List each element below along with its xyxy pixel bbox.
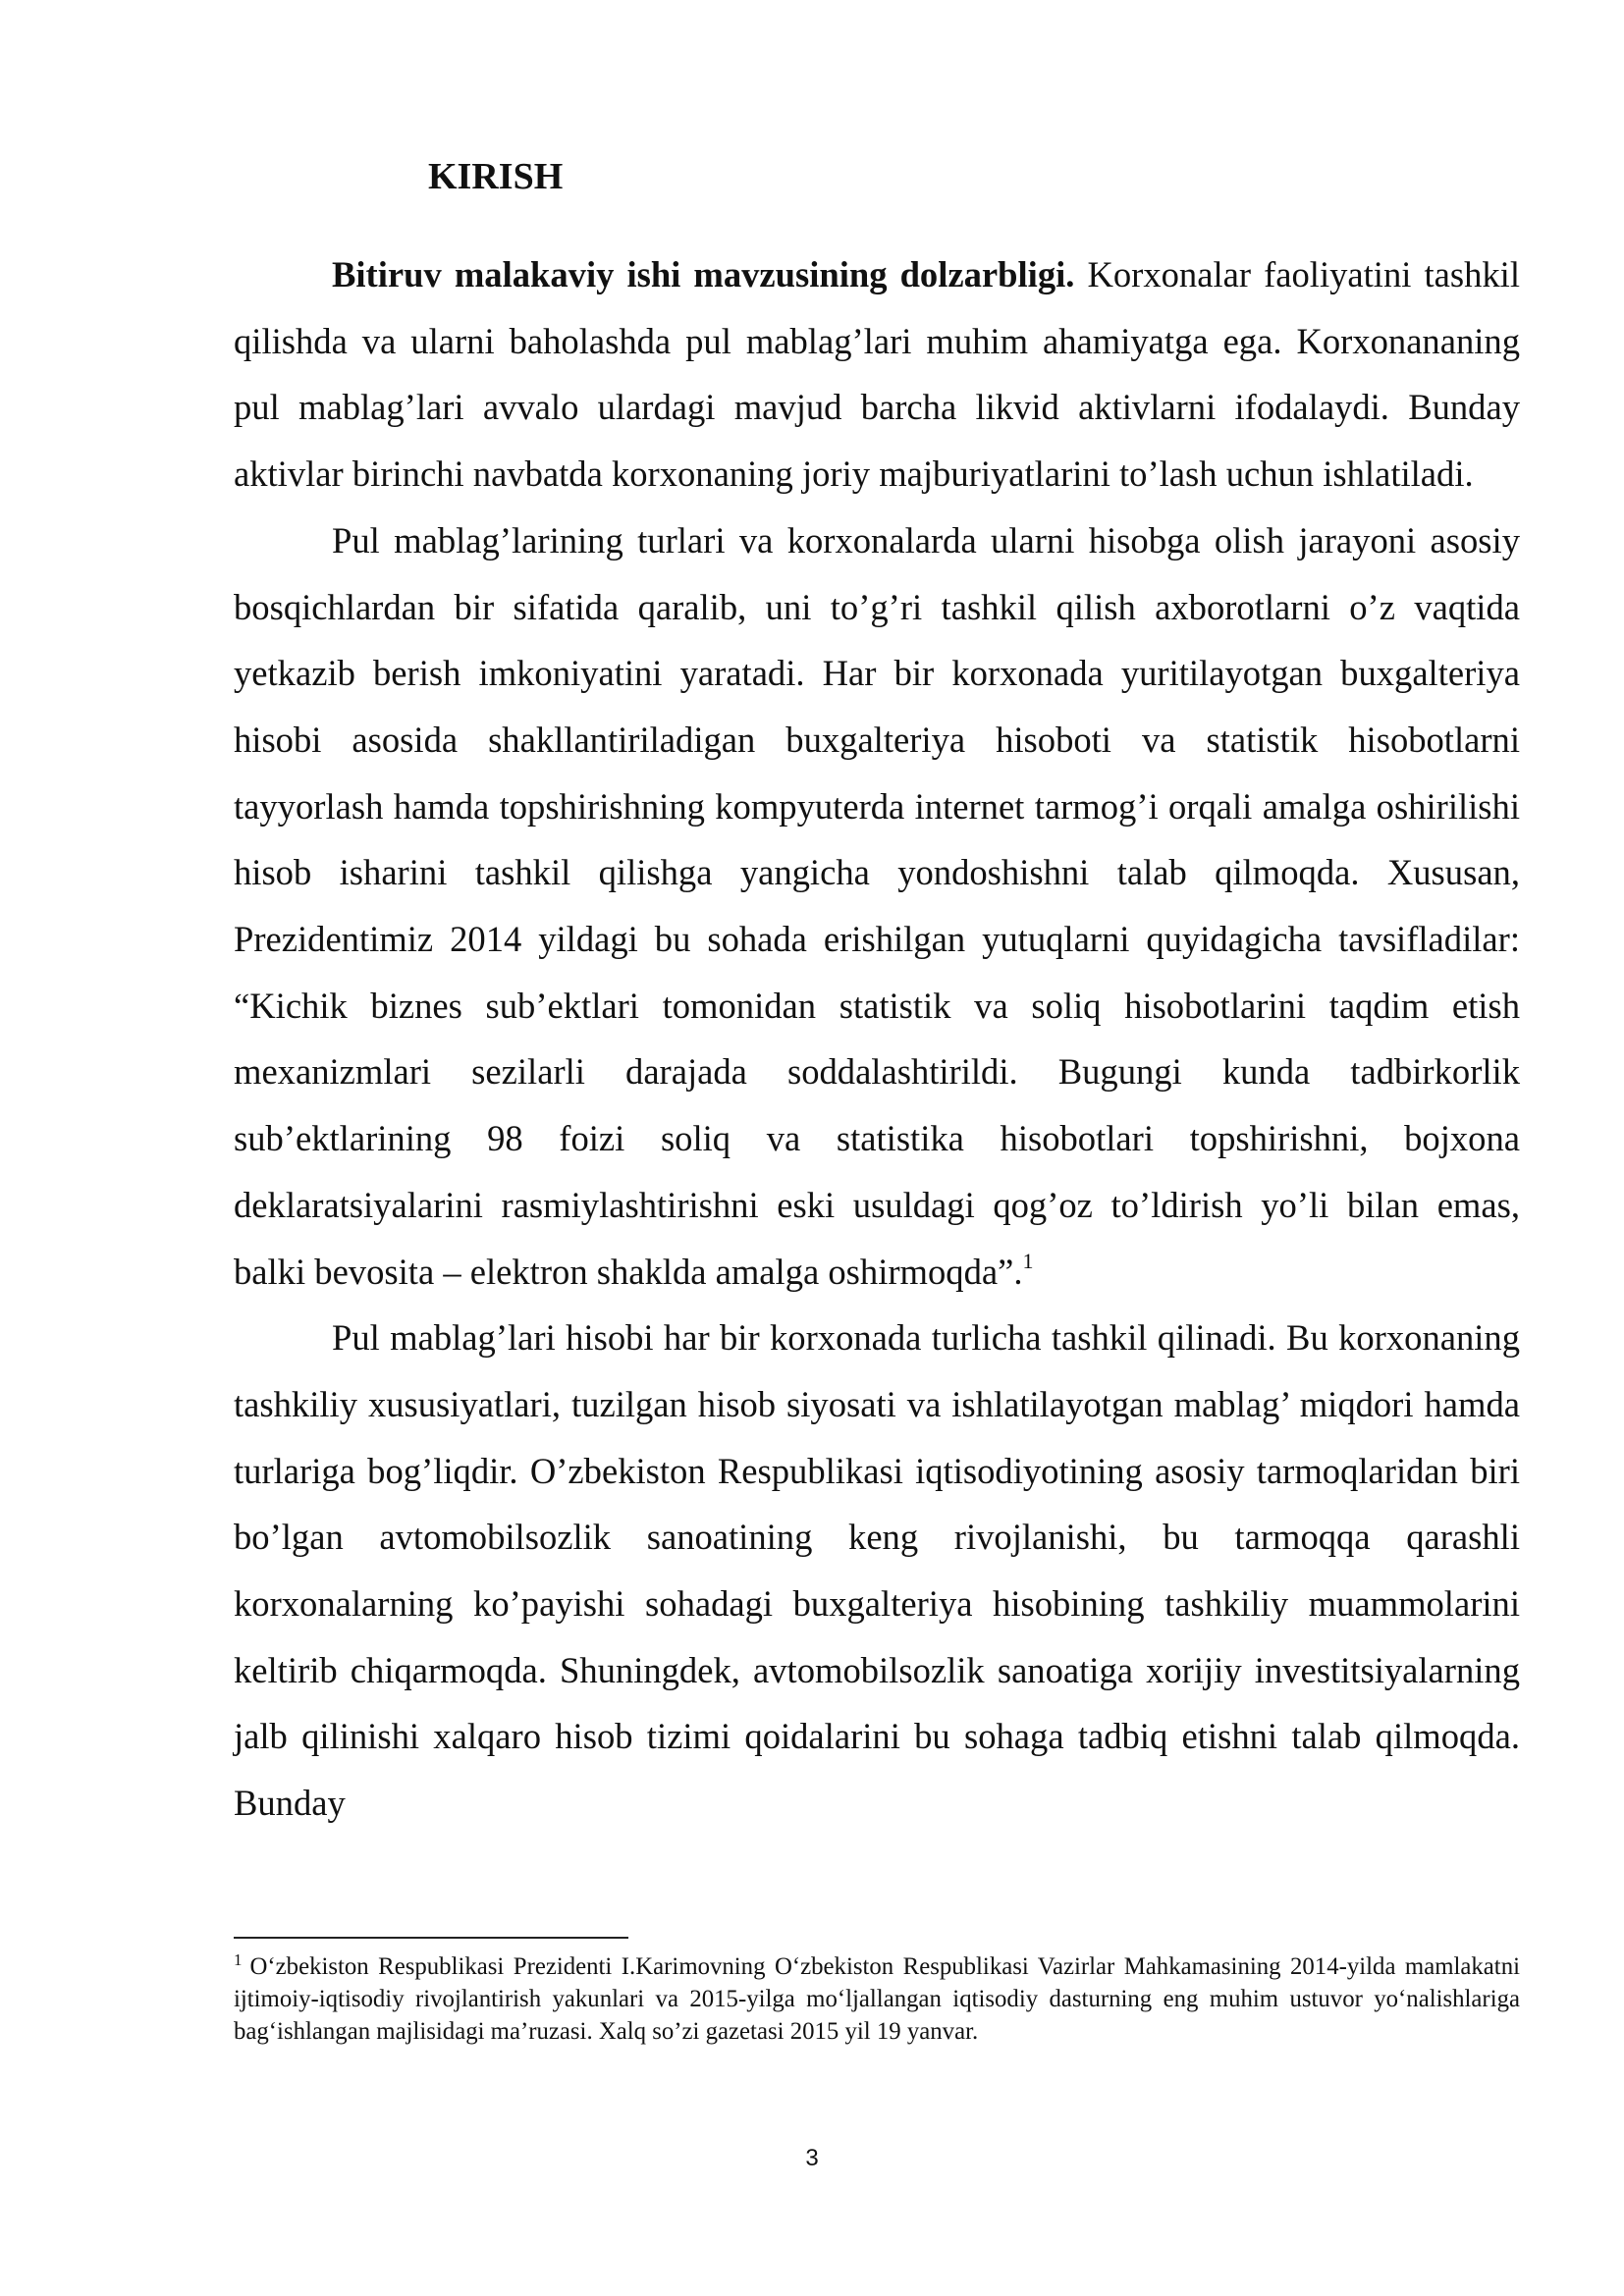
- paragraph-text: Pul mablag’lari hisobi har bir korxonada turlicha tashkil qilinadi. Bu korxonaning tashkiliy xususiyatlari, tuzilgan hisob siyosati va ishlatilayotgan mablag’ miqdori hamda turlariga bog’liqdir. O’zbekiston Respublikasi iqtisodiyotining asosiy tarmoqlaridan biri bo’lgan avtomobilsozlik sanoatining keng rivojlanishi, bu tarmoqqa qarashli korxonalarning ko’payishi sohadagi buxgalteriya hisobining tashkiliy muammolarini keltirib chiqarmoqda. Shuningdek, avtomobilsozlik sanoatiga xorijiy investitsiyalarning jalb qilinishi xalqaro hisob tizimi qoidalarini bu sohaga tadbiq etishni talab qilmoqda. Bunday: [234, 1317, 1520, 1824]
- body-text: [234, 241, 1520, 1837]
- paragraph-text: Pul mablag’larining turlari va korxonalarda ularni hisobga olish jarayoni asosiy bosqichlardan bir sifatida qaralib, uni to’g’ri tashkil qilish axborotlarni o’z vaqtida yetkazib berish imkoniyatini yaratadi. Har bir korxonada yuritilayotgan buxgalteriya hisobi asosida shakllantiriladigan buxgalteriya hisoboti va statistik hisobotlarni tayyorlash hamda topshirishning kompyuterda internet tarmog’i orqali amalga oshirilishi hisob isharini tashkil qilishga yangicha yondoshishni talab qilmoqda. Xususan, Prezidentimiz 2014 yildagi bu sohada erishilgan yutuqlarni quyidagicha tavsifladilar: “Kichik biznes sub’ektlari tomonidan statistik va soliq hisobotlarini taqdim etish mexanizmlari sezilarli darajada soddalashtirildi. Bugungi kunda tadbirkorlik sub’ektlarining 98 foizi soliq va statistika hisobotlari topshirishni, bojxona deklaratsiyalarini rasmiylashtirishni eski usuldagi qog’oz to’ldirish yo’li bilan emas, balki bevosita – elektron shaklda amalga oshirmoqda”.: [234, 519, 1520, 1292]
- paragraph-lead: Bitiruv malakaviy ishi mavzusining dolzarbligi.: [332, 254, 1075, 294]
- paragraph-text: Korxonalar faoliyatini tashkil qilishda va ularni baholashda pul mablag’lari muhim ahamiyatga ega. Korxonananing pul mablag’lari avvalo ulardagi mavjud barcha likvid aktivlarni ifodalaydi. Bunday aktivlar birinchi navbatda korxonaning joriy majburiyatlarini to’lash uchun ishlatiladi.: [234, 254, 1520, 495]
- footnote-separator: [234, 1937, 628, 1939]
- footnote: [234, 1950, 1520, 2048]
- paragraph-relevance: [234, 241, 1520, 507]
- footnote-number: 1: [234, 1950, 243, 1969]
- paragraph-cash-types: [234, 507, 1520, 1305]
- page-number: 3: [805, 2145, 819, 2171]
- section-heading: KIRISH: [428, 156, 564, 197]
- paragraph-accounting: [234, 1305, 1520, 1837]
- footnote-reference[interactable]: 1: [1022, 1248, 1034, 1273]
- footnote-text: O‘zbekiston Respublikasi Prezidenti I.Karimovning O‘zbekiston Respublikasi Vazirlar Mahkamasining 2014-yilda mamlakatni ijtimoiy-iqtisodiy rivojlantirish yakunlari va 2015-yilga mo‘ljallangan iqtisodiy dasturning eng muhim ustuvor yo‘nalishlariga bag‘ishlangan majlisidagi ma’ruzasi. Xalq so’zi gazetasi 2015 yil 19 yanvar.: [234, 1953, 1520, 2045]
